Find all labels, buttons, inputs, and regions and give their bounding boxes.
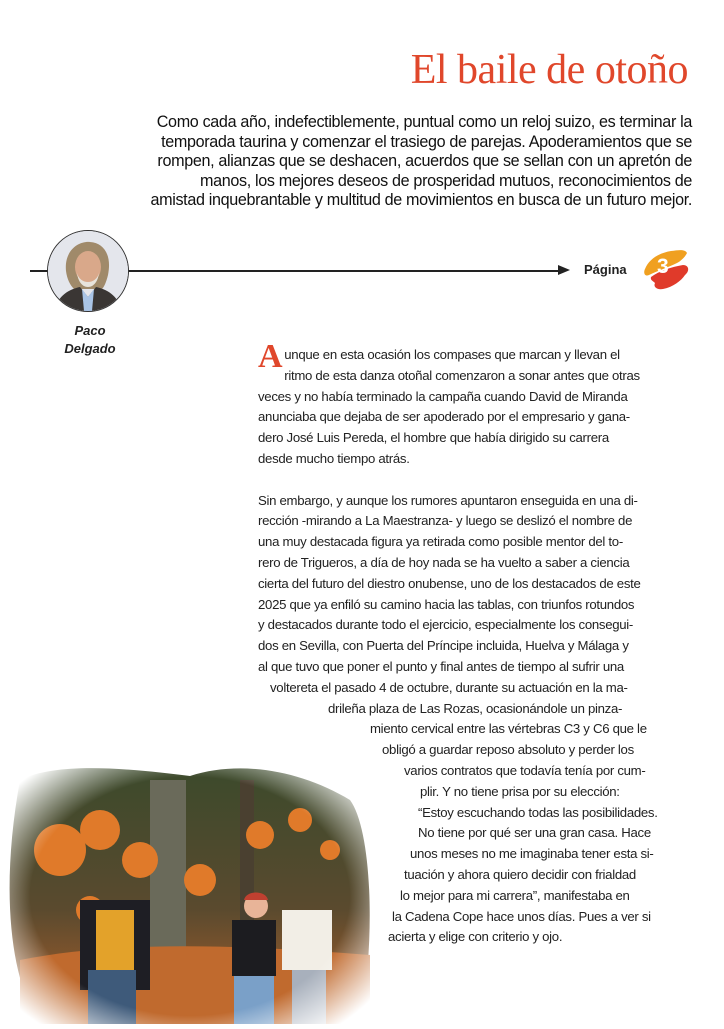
lead-line: temporada taurina y comenzar el trasiego de parejas. Apoderamientos que se: [161, 132, 692, 151]
page-number-badge: [641, 247, 691, 291]
body-line: lo mejor para mi carrera”, manifestaba en: [400, 887, 630, 903]
author-first-name: Paco: [74, 323, 106, 338]
body-line: ritmo de esta danza otoñal comenzaron a sonar antes que otras: [284, 367, 640, 383]
body-line: plir. Y no tiene prisa por su elección:: [420, 783, 620, 799]
author-last-name: Delgado: [64, 341, 116, 356]
page-number: 3: [657, 255, 669, 278]
arrow-right-icon: [558, 265, 570, 275]
article-title: El baile de otoño: [410, 47, 688, 93]
body-line: tuación y ahora quiero decidir con frialdad: [404, 866, 636, 882]
lead-line: manos, los mejores deseos de prosperidad mutuos, reconocimientos de: [199, 171, 692, 190]
body-line: unos meses no me imaginaba tener esta si-: [410, 846, 654, 862]
body-line: dero José Luis Pereda, el hombre que había dirigido su carrera: [258, 430, 609, 446]
body-line-blank: [258, 470, 690, 491]
autumn-leaves-photo: [0, 740, 380, 1024]
body-line: desde mucho tiempo atrás.: [258, 450, 410, 466]
lead-line: rompen, alianzas que se deshacen, acuerdos que se sellan con un apretón de: [157, 152, 693, 171]
body-line: una muy destacada figura ya retirada como posible mentor del to-: [258, 534, 623, 550]
body-line: la Cadena Cope hace unos días. Pues a ver si: [392, 908, 651, 924]
body-line: Sin embargo, y aunque los rumores apuntaron enseguida en una di-: [258, 492, 638, 508]
author-portrait: [48, 231, 128, 311]
body-line: anunciaba que dejaba de ser apoderado por el empresario y gana-: [258, 409, 630, 425]
body-line-1: Aunque en esta ocasión los compases que marcan y llevan el: [258, 338, 620, 375]
body-line: dos en Sevilla, con Puerta del Príncipe incluida, Huelva y Málaga y: [258, 638, 629, 654]
author-avatar: [47, 230, 129, 312]
body-line: No tiene por qué ser una gran casa. Hace: [418, 825, 651, 841]
body-line: cierta del futuro del diestro onubense, uno de los destacados de este: [258, 575, 641, 591]
article-lead: [54, 113, 692, 211]
body-line: “Estoy escuchando todas las posibilidades.: [418, 804, 658, 820]
body-line: veces y no había terminado la campaña cuando David de Miranda: [258, 388, 628, 404]
body-line: voltereta el pasado 4 de octubre, durante su actuación en la ma-: [270, 679, 628, 695]
drop-cap: A: [258, 338, 283, 375]
body-line: al que tuvo que poner el punto y final antes de tiempo al sufrir una: [258, 658, 624, 674]
body-line: varios contratos que todavía tenía por cum-: [404, 762, 646, 778]
body-line: rección -mirando a La Maestranza- y luego se deslizó el nombre de: [258, 513, 633, 529]
page-label: Página: [584, 262, 627, 277]
body-line: drileña plaza de Las Rozas, ocasionándole un pinza-: [328, 700, 623, 716]
body-line: rero de Trigueros, a día de hoy nada se ha vuelto a saber a ciencia: [258, 554, 630, 570]
body-line: y destacados durante todo el ejercicio, especialmente los consegui-: [258, 617, 634, 633]
body-line: obligó a guardar reposo absoluto y perder los: [382, 742, 634, 758]
lead-line: amistad inquebrantable y multitud de movimientos en busca de un futuro mejor.: [150, 191, 692, 210]
author-name: [52, 322, 128, 358]
body-line: miento cervical entre las vértebras C3 y C6 que le: [370, 721, 647, 737]
body-line: acierta y elige con criterio y ojo.: [388, 929, 563, 945]
body-line: 2025 que ya enfiló su camino hacia las tablas, con triunfos rotundos: [258, 596, 635, 612]
lead-line: Como cada año, indefectiblemente, puntual como un reloj suizo, es terminar la: [156, 113, 692, 131]
photo-illustration: [0, 740, 380, 1024]
